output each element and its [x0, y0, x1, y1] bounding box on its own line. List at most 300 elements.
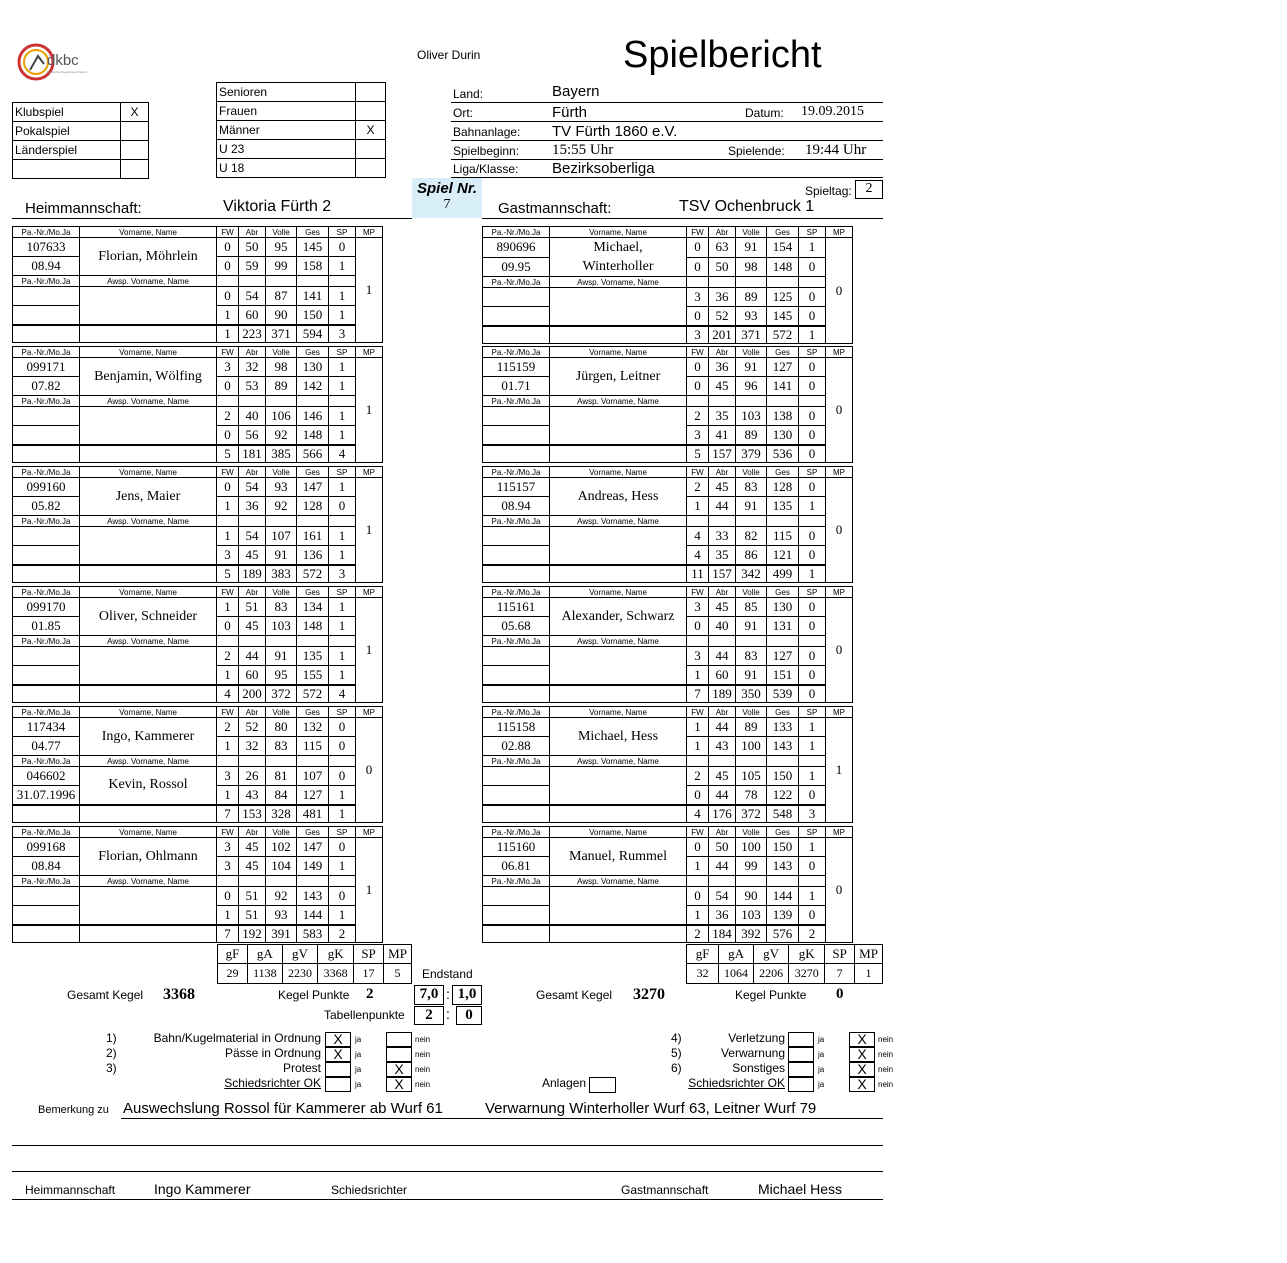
totals-value: 3270 — [789, 964, 825, 984]
score-cell: 138 — [767, 407, 799, 426]
score-row — [13, 767, 383, 786]
total-cell: 583 — [297, 925, 329, 943]
pass-number: 099170 — [13, 598, 80, 617]
check-label: Schiedsrichter OK — [224, 1076, 321, 1090]
empty-cell — [239, 396, 266, 407]
header-row — [483, 467, 853, 478]
score-cell: 0 — [799, 257, 826, 277]
col-header-abr: Abr — [709, 587, 736, 598]
totals-value: 1064 — [719, 964, 754, 984]
category-row — [217, 159, 386, 178]
sub-birth-date — [13, 666, 80, 685]
score-cell: 60 — [709, 666, 736, 685]
score-cell: 52 — [239, 718, 266, 737]
score-cell: 51 — [239, 906, 266, 925]
score-cell: 155 — [297, 666, 329, 685]
empty-cell — [13, 925, 80, 943]
total-cell: 7 — [217, 925, 239, 943]
score-cell: 1 — [329, 426, 356, 445]
score-cell: 115 — [767, 527, 799, 546]
empty-cell — [483, 445, 550, 463]
match-point: 1 — [356, 358, 383, 463]
score-cell: 93 — [266, 906, 297, 925]
total-cell: 4 — [329, 685, 356, 703]
score-cell: 0 — [799, 527, 826, 546]
anlagen-box[interactable] — [589, 1077, 616, 1093]
score-cell: 1 — [799, 238, 826, 258]
col-header-awsp-pass: Pa.-Nr./Mo.Ja — [483, 516, 550, 527]
end-guest: 1,0 — [452, 985, 482, 1005]
col-header-abr: Abr — [239, 827, 266, 838]
score-cell: 150 — [767, 767, 799, 786]
score-cell: 89 — [736, 718, 767, 737]
category-checkbox[interactable] — [356, 140, 386, 159]
nein-checkbox[interactable]: X — [849, 1032, 875, 1047]
score-cell: 91 — [736, 666, 767, 685]
match-point: 0 — [826, 478, 853, 583]
col-header-volle: Volle — [266, 587, 297, 598]
score-cell: 130 — [767, 426, 799, 445]
score-row — [483, 288, 853, 307]
end-colon: : — [446, 986, 450, 1002]
col-header-mp: MP — [356, 467, 383, 478]
empty-cell — [329, 876, 356, 887]
score-cell: 3 — [687, 288, 709, 307]
col-header-awsp-name: Awsp. Vorname, Name — [80, 876, 217, 887]
player-name-text: Michael, Hess — [577, 729, 659, 744]
check-number: 4) — [671, 1031, 682, 1045]
score-cell: 1 — [799, 838, 826, 857]
score-cell: 144 — [767, 887, 799, 906]
col-header-awsp-pass: Pa.-Nr./Mo.Ja — [13, 636, 80, 647]
score-cell: 130 — [767, 598, 799, 617]
col-header-pass: Pa.-Nr./Mo.Ja — [483, 227, 550, 238]
col-header-volle: Volle — [736, 587, 767, 598]
category-row — [217, 83, 386, 102]
total-cell: 594 — [297, 325, 329, 343]
empty-cell — [767, 516, 799, 527]
sub-pass-number — [483, 288, 550, 307]
score-cell: 99 — [266, 257, 297, 276]
bahn-label: Bahnanlage: — [453, 125, 521, 139]
score-cell: 44 — [709, 718, 736, 737]
category-row — [13, 160, 149, 179]
score-cell: 0 — [217, 287, 239, 306]
empty-cell — [687, 277, 709, 288]
empty-cell — [550, 805, 687, 823]
col-header-sp: SP — [329, 707, 356, 718]
score-cell: 2 — [687, 478, 709, 497]
total-row — [13, 805, 383, 823]
player-block — [482, 466, 853, 583]
ja-checkbox[interactable]: X — [325, 1047, 351, 1062]
empty-cell — [80, 565, 217, 583]
score-cell: 1 — [217, 906, 239, 925]
empty-cell — [80, 325, 217, 343]
sub-birth-date — [483, 786, 550, 805]
guest-kp-value: 0 — [836, 986, 844, 1002]
total-cell: 572 — [767, 326, 799, 344]
total-row — [483, 445, 853, 463]
birth-date: 01.71 — [483, 377, 550, 396]
col-header-fw: FW — [687, 467, 709, 478]
score-row — [13, 238, 383, 257]
col-header-abr: Abr — [239, 587, 266, 598]
empty-cell — [550, 326, 687, 344]
ja-label: ja — [355, 1050, 362, 1059]
pass-number: 107633 — [13, 238, 80, 257]
col-header-mp: MP — [356, 827, 383, 838]
header-row — [13, 347, 383, 358]
score-cell: 36 — [709, 288, 736, 307]
col-header-name: Vorname, Name — [80, 707, 217, 718]
totals-value: 29 — [218, 964, 248, 984]
score-cell: 54 — [239, 478, 266, 497]
score-cell: 50 — [239, 238, 266, 257]
nein-label: nein — [415, 1050, 431, 1059]
score-cell: 44 — [709, 497, 736, 516]
score-cell: 125 — [767, 288, 799, 307]
match-point: 1 — [356, 478, 383, 583]
ja-label: ja — [818, 1035, 825, 1044]
match-point: 1 — [356, 598, 383, 703]
score-cell: 1 — [217, 666, 239, 685]
col-header-abr: Abr — [709, 227, 736, 238]
score-cell: 2 — [217, 647, 239, 666]
score-cell: 1 — [687, 666, 709, 685]
total-cell: 153 — [239, 805, 266, 823]
score-cell: 2 — [217, 718, 239, 737]
ja-checkbox[interactable] — [788, 1062, 814, 1077]
score-cell: 0 — [799, 906, 826, 925]
score-cell: 0 — [217, 887, 239, 906]
total-cell: 189 — [709, 685, 736, 703]
birth-date: 05.82 — [13, 497, 80, 516]
score-cell: 1 — [687, 906, 709, 925]
ja-checkbox[interactable] — [788, 1032, 814, 1047]
score-cell: 0 — [687, 238, 709, 258]
sig-schieds-label: Schiedsrichter — [331, 1183, 408, 1197]
sub-pass-number — [483, 407, 550, 426]
check-label: Protest — [282, 1061, 321, 1075]
player-block — [482, 826, 853, 943]
category-checkbox[interactable]: X — [121, 103, 149, 122]
nein-checkbox[interactable] — [386, 1032, 412, 1047]
player-name — [550, 718, 687, 756]
category-checkbox[interactable] — [121, 141, 149, 160]
score-row — [13, 598, 383, 617]
score-cell: 80 — [266, 718, 297, 737]
total-cell: 499 — [767, 565, 799, 583]
totals-value: 17 — [354, 964, 384, 984]
category-label: Frauen — [217, 102, 356, 121]
nein-checkbox[interactable]: X — [386, 1062, 412, 1077]
col-header-sp: SP — [799, 467, 826, 478]
category-checkbox[interactable] — [121, 122, 149, 141]
beginn-value: 15:55 Uhr — [552, 142, 614, 158]
score-cell: 0 — [217, 478, 239, 497]
score-cell: 89 — [736, 426, 767, 445]
col-header-abr: Abr — [239, 347, 266, 358]
score-cell: 1 — [329, 377, 356, 396]
sub-header-row — [13, 636, 383, 647]
col-header-fw: FW — [217, 227, 239, 238]
score-cell: 135 — [297, 647, 329, 666]
ja-checkbox[interactable] — [788, 1077, 814, 1092]
score-cell: 33 — [709, 527, 736, 546]
score-cell: 92 — [266, 426, 297, 445]
player-table — [12, 826, 383, 943]
pass-number: 115159 — [483, 358, 550, 377]
score-cell: 45 — [239, 857, 266, 876]
score-cell: 54 — [239, 527, 266, 546]
col-header-volle: Volle — [736, 827, 767, 838]
nein-label: nein — [415, 1065, 431, 1074]
sub-player-name — [550, 527, 687, 565]
col-header-name: Vorname, Name — [550, 587, 687, 598]
score-row — [13, 478, 383, 497]
check-number: 3) — [106, 1061, 117, 1075]
score-row — [483, 598, 853, 617]
header-row — [13, 707, 383, 718]
score-cell: 3 — [217, 767, 239, 786]
score-cell: 2 — [687, 767, 709, 786]
sub-pass-number — [13, 527, 80, 546]
score-cell: 105 — [736, 767, 767, 786]
total-cell: 350 — [736, 685, 767, 703]
player-table — [12, 586, 383, 703]
empty-cell — [687, 876, 709, 887]
col-header-pass: Pa.-Nr./Mo.Ja — [13, 347, 80, 358]
player-name — [80, 358, 217, 396]
score-cell: 147 — [297, 478, 329, 497]
score-cell: 91 — [736, 617, 767, 636]
check-label: Pässe in Ordnung — [224, 1046, 321, 1060]
nein-checkbox[interactable] — [386, 1047, 412, 1062]
col-header-ges: Ges — [767, 467, 799, 478]
player-name — [80, 718, 217, 756]
player-table — [12, 226, 383, 343]
score-cell: 1 — [329, 478, 356, 497]
nein-label: nein — [878, 1050, 894, 1059]
sub-header-row — [483, 396, 853, 407]
player-table — [12, 346, 383, 463]
col-header-sp: SP — [799, 707, 826, 718]
col-header-abr: Abr — [709, 467, 736, 478]
category-checkbox[interactable] — [356, 102, 386, 121]
player-name-text: Andreas, Hess — [577, 489, 659, 504]
score-cell: 106 — [266, 407, 297, 426]
score-cell: 142 — [297, 377, 329, 396]
col-header-awsp-pass: Pa.-Nr./Mo.Ja — [483, 756, 550, 767]
score-cell: 148 — [297, 426, 329, 445]
empty-cell — [709, 756, 736, 767]
score-cell: 0 — [687, 307, 709, 326]
ja-checkbox[interactable] — [325, 1077, 351, 1092]
player-name-text: Jürgen, Leitner — [575, 369, 661, 384]
totals-header: SP — [354, 945, 384, 964]
player-name-text: Ingo, Kammerer — [101, 729, 195, 744]
player-name-text: Florian, Ohlmann — [98, 849, 198, 864]
total-cell: 1 — [217, 325, 239, 343]
empty-cell — [709, 396, 736, 407]
score-cell: 93 — [266, 478, 297, 497]
total-cell: 385 — [266, 445, 297, 463]
empty-cell — [266, 516, 297, 527]
category-checkbox[interactable] — [356, 83, 386, 102]
sub-birth-date — [483, 307, 550, 326]
end-home: 7,0 — [414, 985, 444, 1005]
total-cell: 3 — [329, 565, 356, 583]
col-header-sp: SP — [799, 827, 826, 838]
score-cell: 95 — [266, 666, 297, 685]
score-cell: 103 — [736, 906, 767, 925]
sub-header-row — [483, 876, 853, 887]
col-header-ges: Ges — [297, 587, 329, 598]
col-header-sp: SP — [329, 587, 356, 598]
total-cell: 0 — [799, 685, 826, 703]
player-block — [482, 706, 853, 823]
heim-value: Viktoria Fürth 2 — [223, 198, 332, 215]
total-cell: 5 — [217, 565, 239, 583]
header-row — [483, 587, 853, 598]
col-header-awsp-pass: Pa.-Nr./Mo.Ja — [483, 277, 550, 288]
total-cell: 11 — [687, 565, 709, 583]
total-cell: 5 — [217, 445, 239, 463]
score-cell: 98 — [266, 358, 297, 377]
nein-checkbox[interactable]: X — [849, 1077, 875, 1092]
player-block — [12, 466, 383, 583]
score-cell: 53 — [239, 377, 266, 396]
spielnr-label: Spiel Nr. — [416, 180, 478, 197]
col-header-mp: MP — [826, 347, 853, 358]
empty-cell — [483, 925, 550, 943]
total-cell: 4 — [217, 685, 239, 703]
score-cell: 104 — [266, 857, 297, 876]
sub-pass-number — [483, 887, 550, 906]
bemerkung-1: Auswechslung Rossol für Kammerer ab Wurf 61 — [123, 1100, 443, 1117]
col-header-mp: MP — [356, 227, 383, 238]
score-cell: 50 — [709, 257, 736, 277]
empty-cell — [736, 636, 767, 647]
total-row — [483, 925, 853, 943]
logo-subtext: Deutscher Keglerbund Classic — [47, 70, 88, 74]
sub-header-row — [483, 756, 853, 767]
nein-label: nein — [878, 1080, 894, 1089]
score-cell: 0 — [799, 358, 826, 377]
total-cell: 1 — [799, 565, 826, 583]
ja-label: ja — [355, 1080, 362, 1089]
player-name-text-2: Winterholler — [582, 259, 654, 274]
total-row — [13, 685, 383, 703]
birth-date: 09.95 — [483, 257, 550, 277]
score-cell: 1 — [217, 527, 239, 546]
score-row — [483, 838, 853, 857]
score-cell: 45 — [709, 377, 736, 396]
score-cell: 0 — [799, 786, 826, 805]
score-cell: 96 — [736, 377, 767, 396]
score-cell: 139 — [767, 906, 799, 925]
class-table — [216, 82, 386, 178]
score-cell: 43 — [239, 786, 266, 805]
score-cell: 92 — [266, 887, 297, 906]
score-row — [13, 407, 383, 426]
col-header-ges: Ges — [297, 707, 329, 718]
category-checkbox[interactable] — [356, 159, 386, 178]
score-cell: 143 — [767, 737, 799, 756]
empty-cell — [266, 876, 297, 887]
pass-number: 115160 — [483, 838, 550, 857]
score-cell: 82 — [736, 527, 767, 546]
player-name-text: Alexander, Schwarz — [561, 609, 675, 624]
col-header-ges: Ges — [767, 347, 799, 358]
score-cell: 1 — [329, 527, 356, 546]
total-cell: 3 — [329, 325, 356, 343]
score-cell: 32 — [239, 737, 266, 756]
category-checkbox[interactable]: X — [356, 121, 386, 140]
score-cell: 148 — [767, 257, 799, 277]
score-cell: 44 — [239, 647, 266, 666]
score-cell: 136 — [297, 546, 329, 565]
empty-cell — [297, 636, 329, 647]
col-header-mp: MP — [826, 827, 853, 838]
col-header-mp: MP — [356, 347, 383, 358]
empty-cell — [80, 445, 217, 463]
total-cell: 383 — [266, 565, 297, 583]
score-cell: 36 — [709, 906, 736, 925]
logo — [16, 40, 96, 84]
ja-checkbox[interactable]: X — [325, 1032, 351, 1047]
score-cell: 1 — [687, 857, 709, 876]
col-header-name: Vorname, Name — [80, 587, 217, 598]
score-cell: 0 — [799, 546, 826, 565]
empty-cell — [687, 396, 709, 407]
category-label: U 23 — [217, 140, 356, 159]
total-row — [483, 326, 853, 344]
score-cell: 0 — [217, 377, 239, 396]
col-header-volle: Volle — [736, 467, 767, 478]
nein-checkbox[interactable]: X — [386, 1077, 412, 1092]
total-cell: 372 — [266, 685, 297, 703]
total-cell: 4 — [687, 805, 709, 823]
author: Oliver Durin — [417, 48, 481, 62]
score-cell: 161 — [297, 527, 329, 546]
spielnr-value: 7 — [443, 197, 451, 212]
empty-cell — [329, 756, 356, 767]
score-cell: 41 — [709, 426, 736, 445]
score-cell: 141 — [297, 287, 329, 306]
nein-checkbox[interactable]: X — [849, 1062, 875, 1077]
nein-checkbox[interactable]: X — [849, 1047, 875, 1062]
ort-value: Fürth — [552, 104, 588, 121]
category-checkbox[interactable] — [121, 160, 149, 179]
score-cell: 146 — [297, 407, 329, 426]
guest-gesamt-value: 3270 — [633, 986, 665, 1003]
score-cell: 0 — [329, 497, 356, 516]
col-header-ges: Ges — [767, 707, 799, 718]
total-cell: 566 — [297, 445, 329, 463]
ja-checkbox[interactable] — [325, 1062, 351, 1077]
score-cell: 0 — [799, 478, 826, 497]
score-cell: 90 — [266, 306, 297, 325]
match-point: 0 — [826, 598, 853, 703]
ja-checkbox[interactable] — [788, 1047, 814, 1062]
player-name-text: Manuel, Rummel — [569, 849, 667, 864]
score-cell: 1 — [799, 497, 826, 516]
col-header-volle: Volle — [266, 707, 297, 718]
sig-gast-value: Michael Hess — [758, 1181, 843, 1197]
total-cell: 379 — [736, 445, 767, 463]
